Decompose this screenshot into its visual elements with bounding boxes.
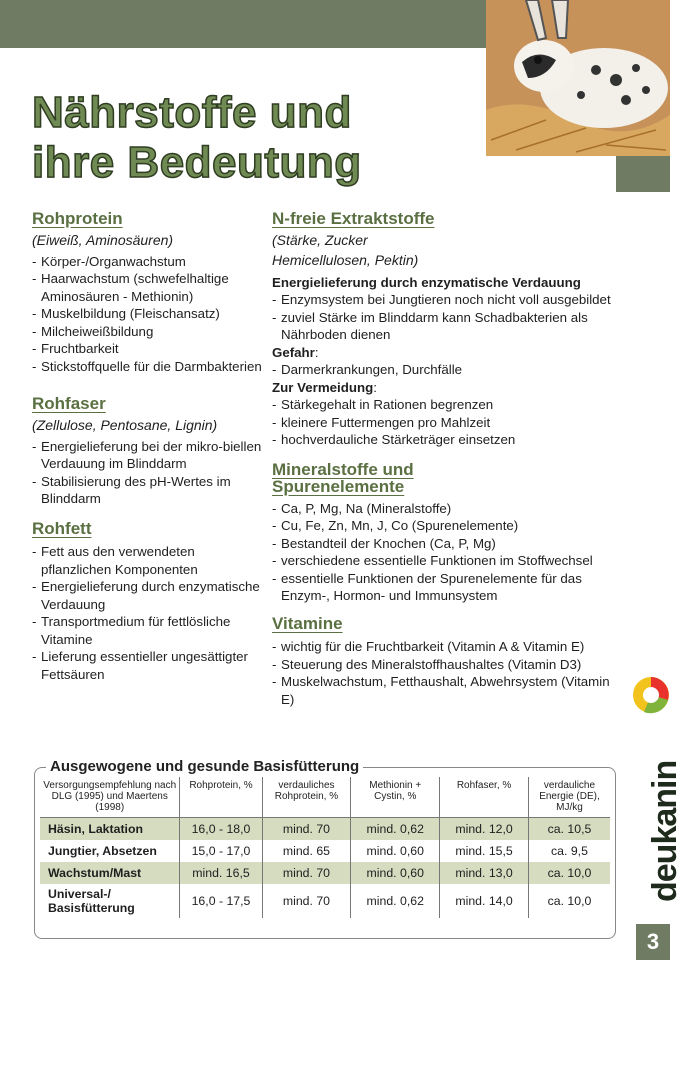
- table-cell: Häsin, Laktation: [40, 818, 180, 841]
- list-item: - essentielle Funktionen der Spurenelemente für das Enzym-, Hormon- und Immunsystem: [272, 570, 617, 605]
- table-header-cell: Versorgungsempfehlung nach DLG (1995) und Maertens (1998): [43, 780, 177, 813]
- list-item: - Körper-/Organwachstum: [32, 253, 264, 271]
- table-header-cell: verdauliches Rohprotein, %: [262, 777, 351, 818]
- table-header-cell: verdauliche Energie (DE), MJ/kg: [528, 777, 610, 818]
- list-item: - Haarwachstum (schwefelhaltige Aminosäuren - Methionin): [32, 270, 264, 305]
- table-cell: mind. 14,0: [440, 884, 529, 918]
- vitamine-list: [272, 638, 617, 708]
- table-cell: Universal-/ Basisfütterung: [48, 887, 135, 915]
- rohfett-list: [32, 543, 264, 683]
- table-cell: mind. 0,60: [351, 840, 440, 862]
- mineral-list: [272, 500, 617, 605]
- nutrition-table: [40, 777, 610, 918]
- table-cell: 16,0 - 17,5: [180, 884, 262, 918]
- table-cell: 16,0 - 18,0: [180, 818, 262, 841]
- list-item: - Enzymsystem bei Jungtieren noch nicht voll ausgebildet: [272, 291, 617, 309]
- table-cell: mind. 70: [262, 884, 351, 918]
- list-item: - Energielieferung durch enzymatische Verdauung: [32, 578, 264, 613]
- list-item: - Muskelwachstum, Fetthaushalt, Abwehrsystem (Vitamin E): [272, 673, 617, 708]
- table-row: [40, 840, 610, 862]
- rohfaser-heading: Rohfaser: [32, 394, 106, 413]
- list-item: - Fett aus den verwendeten pflanzlichen Komponenten: [32, 543, 264, 578]
- table-cell: ca. 10,0: [528, 884, 610, 918]
- table-cell: 15,0 - 17,0: [180, 840, 262, 862]
- energie-label: Energielieferung durch enzymatische Verdauung: [272, 274, 581, 290]
- list-item: - Darmerkrankungen, Durchfälle: [272, 361, 617, 379]
- page-title-line2: ihre Bedeutung: [32, 138, 362, 187]
- table-cell: Wachstum/Mast: [40, 862, 180, 884]
- rabbit-photo: [486, 0, 670, 156]
- list-item: - Ca, P, Mg, Na (Mineralstoffe): [272, 500, 617, 518]
- vermeidung-list: [272, 396, 617, 449]
- brand-wordmark: [622, 712, 684, 912]
- table-title: Ausgewogene und gesunde Basisfütterung: [46, 758, 363, 775]
- page-title: [32, 88, 362, 188]
- table-cell: ca. 10,5: [528, 818, 610, 841]
- table-row: [40, 862, 610, 884]
- table-cell: mind. 13,0: [440, 862, 529, 884]
- right-column: N-freie Extraktstoffe (Stärke, Zucker Hemicellulosen, Pektin) Energielieferung durch enzymatische Verdauung - Enzymsystem bei Jungtieren noch nicht voll ausgebildet - zuviel Stärke im Blinddarm kann Schadbakterien als Nährboden dienen Gefahr: - Darmerkrankungen, Durchfälle Zur Vermeidung: - Stärkegehalt in Rationen begrenzen - kleinere Futtermengen pro Mahlzeit - hochverdauliche Stärketräger einsetzen Mineralstoffe und Spurenelemente - Ca, P, Mg, Na (Mineralstoffe) - Cu, Fe, Zn, Mn, J, Co (Spurenelemente) - Bestandteil der Knochen (Ca, P, Mg) - verschiedene essentielle Funktionen im Stoffwechsel - essentielle Funktionen der Spurenelemente für das Enzym-, Hormon- und Immunsystem Vitamine - wichtig für die Fruchtbarkeit (Vitamin A & Vitamin E) - Steuerung des Mineralstoffhaushaltes (Vitamin D3) - Muskelwachstum, Fetthaushalt, Abwehrsystem (Vitamin E): [272, 210, 617, 708]
- list-item: - Stärkegehalt in Rationen begrenzen: [272, 396, 617, 414]
- table-header-cell: Rohprotein, %: [180, 777, 262, 818]
- table-cell: mind. 0,62: [351, 884, 440, 918]
- list-item: - hochverdauliche Stärketräger einsetzen: [272, 431, 617, 449]
- list-item: - Cu, Fe, Zn, Mn, J, Co (Spurenelemente): [272, 517, 617, 535]
- brand-logo-wheel-icon: [632, 676, 670, 714]
- brand-name: deukanin: [646, 760, 684, 902]
- list-item: - Milcheiweißbildung: [32, 323, 264, 341]
- vermeidung-label: Zur Vermeidung: [272, 379, 374, 395]
- page-number: 3: [636, 924, 670, 960]
- rohfaser-list: [32, 438, 264, 508]
- list-item: - Lieferung essentieller ungesättigter Fettsäuren: [32, 648, 264, 683]
- list-item: - Fruchtbarkeit: [32, 340, 264, 358]
- rohprotein-list: [32, 253, 264, 376]
- list-item: - verschiedene essentielle Funktionen im Stoffwechsel: [272, 552, 617, 570]
- list-item: - Energielieferung bei der mikro-biellen Verdauung im Blinddarm: [32, 438, 264, 473]
- table-cell: mind. 70: [262, 862, 351, 884]
- table-cell: mind. 16,5: [180, 862, 262, 884]
- list-item: - Stickstoffquelle für die Darmbakterien: [32, 358, 264, 376]
- rohprotein-subtitle: (Eiweiß, Aminosäuren): [32, 231, 174, 248]
- table-cell: mind. 70: [262, 818, 351, 841]
- nfe-subtitle-1: (Stärke, Zucker: [272, 231, 368, 248]
- left-column: [32, 210, 264, 683]
- table-cell: mind. 0,60: [351, 862, 440, 884]
- table-cell: mind. 0,62: [351, 818, 440, 841]
- table-row: [40, 818, 610, 841]
- header-band: [0, 0, 490, 48]
- list-item: - zuviel Stärke im Blinddarm kann Schadbakterien als Nährboden dienen: [272, 309, 617, 344]
- nfe-subtitle-2: Hemicellulosen, Pektin): [272, 251, 419, 268]
- nfe-heading: N-freie Extraktstoffe: [272, 209, 435, 228]
- list-item: - Transportmedium für fettlösliche Vitamine: [32, 613, 264, 648]
- mineral-heading-1: Mineralstoffe und: [272, 459, 414, 479]
- table-header-cell: Rohfaser, %: [440, 777, 529, 818]
- table-cell: ca. 10,0: [528, 862, 610, 884]
- list-item: - kleinere Futtermengen pro Mahlzeit: [272, 414, 617, 432]
- table-cell: mind. 15,5: [440, 840, 529, 862]
- table-cell: ca. 9,5: [528, 840, 610, 862]
- list-item: - wichtig für die Fruchtbarkeit (Vitamin A & Vitamin E): [272, 638, 617, 656]
- rohprotein-heading: Rohprotein: [32, 209, 123, 228]
- list-item: - Stabilisierung des pH-Wertes im Blinddarm: [32, 473, 264, 508]
- rohfett-heading: Rohfett: [32, 518, 92, 538]
- list-item: - Bestandteil der Knochen (Ca, P, Mg): [272, 535, 617, 553]
- rohfaser-subtitle: (Zellulose, Pentosane, Lignin): [32, 416, 218, 433]
- list-item: - Steuerung des Mineralstoffhaushaltes (Vitamin D3): [272, 656, 617, 674]
- table-cell: Jungtier, Absetzen: [48, 844, 157, 858]
- table-cell: mind. 65: [262, 840, 351, 862]
- gefahr-label: Gefahr: [272, 344, 315, 360]
- page-title-line1: Nährstoffe und: [32, 88, 352, 137]
- table-cell: mind. 12,0: [440, 818, 529, 841]
- energie-list: [272, 291, 617, 344]
- vitamine-heading: Vitamine: [272, 613, 343, 633]
- table-header-cell: Methionin + Cystin, %: [351, 777, 440, 818]
- gefahr-list: [272, 361, 617, 379]
- table-row: [40, 884, 610, 918]
- table-header-row: [40, 777, 610, 818]
- list-item: - Muskelbildung (Fleischansatz): [32, 305, 264, 323]
- mineral-heading-2: Spurenelemente: [272, 477, 405, 496]
